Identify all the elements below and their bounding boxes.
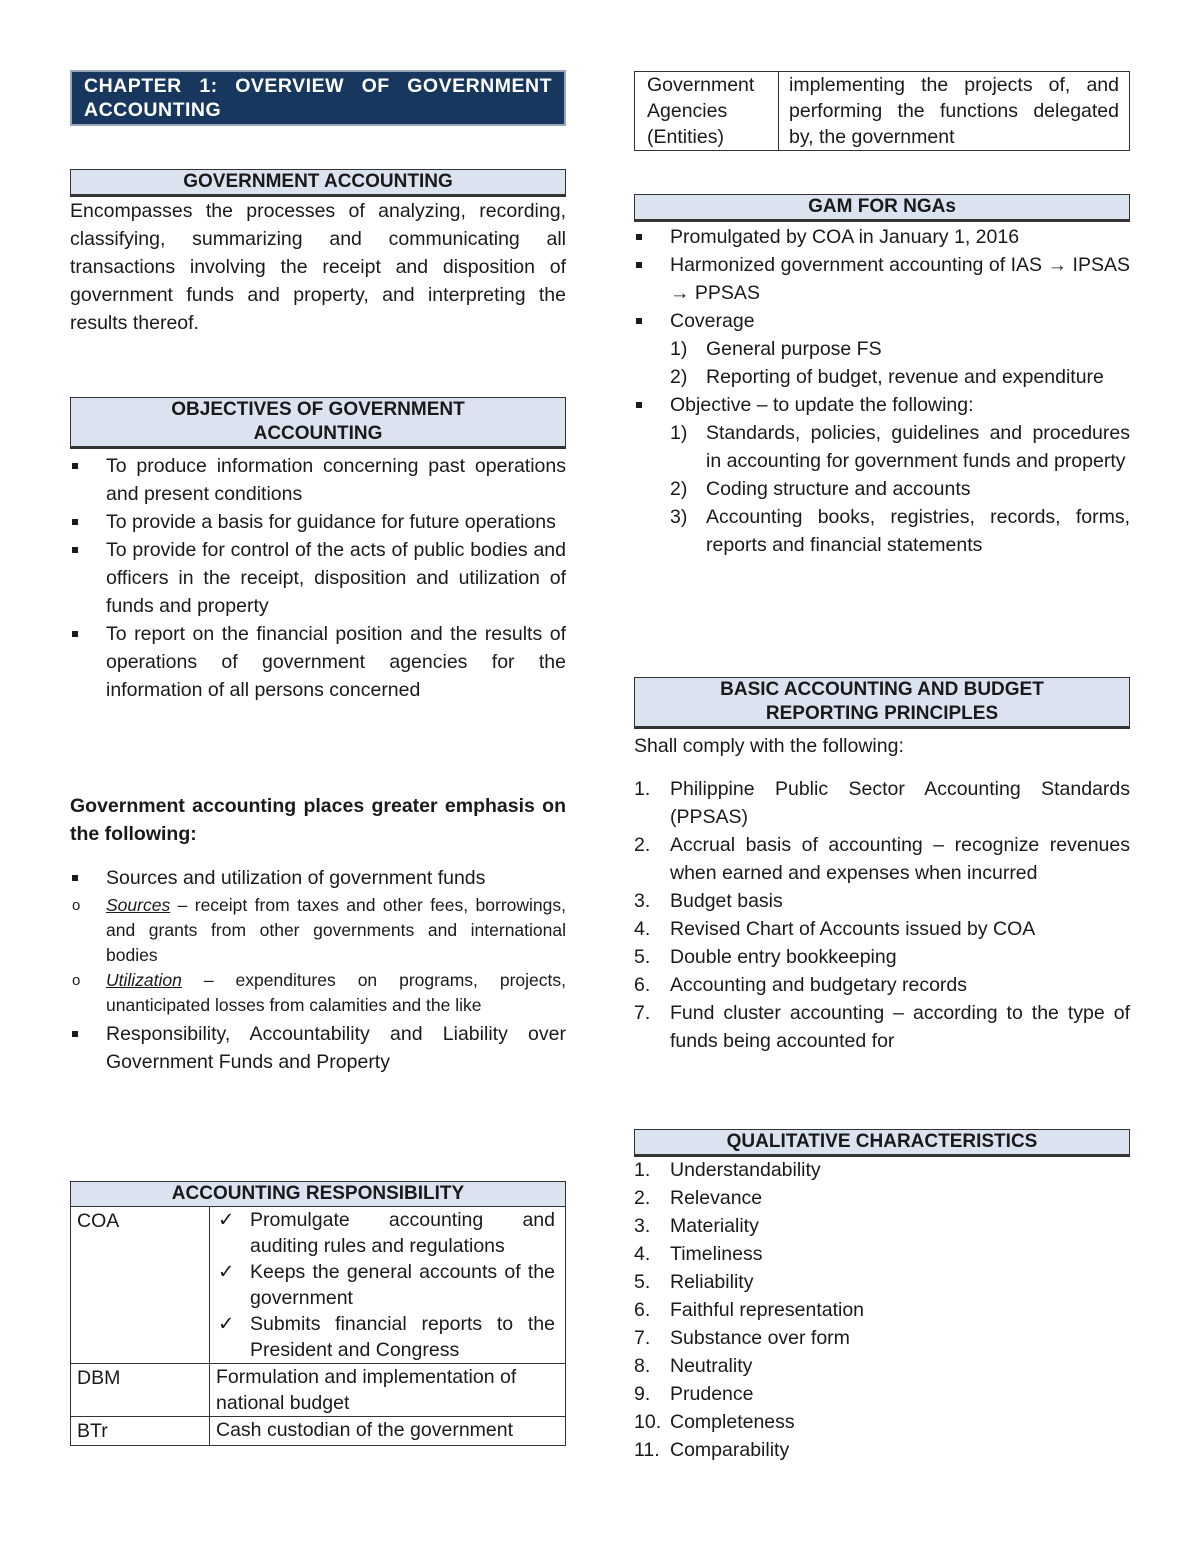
- list-item: Objective – to update the following: 1) Standards, policies, guidelines and procedures in accounting for government funds and property 2) Coding structure and accounts 3) Accounting books, registries, records, forms, reports and financial statements: [634, 391, 1130, 559]
- principles-list: [634, 775, 1130, 1055]
- objectives-heading-line1: OBJECTIVES OF GOVERNMENT: [171, 399, 465, 420]
- list-item: 5. Double entry bookkeeping: [634, 946, 897, 968]
- chapter-title: CHAPTER 1: OVERVIEW OF GOVERNMENT ACCOUNTING: [70, 70, 566, 126]
- list-item: 8. Neutrality: [634, 1355, 753, 1377]
- list-item: 11. Comparability: [634, 1439, 790, 1461]
- check-icon: ✓: [218, 1312, 235, 1335]
- agencies-text: implementing the projects of, and performing the functions delegated by, the government: [779, 72, 1130, 151]
- principles-heading: BASIC ACCOUNTING AND BUDGET REPORTING PRINCIPLES: [634, 677, 1130, 729]
- dbm-text: Formulation and implementation of national budget: [210, 1363, 566, 1416]
- list-item: Coverage 1) General purpose FS 2) Reporting of budget, revenue and expenditure: [634, 307, 1130, 391]
- gov-accounting-heading: GOVERNMENT ACCOUNTING: [70, 169, 566, 197]
- objectives-heading: [70, 397, 566, 449]
- objectives-list: [70, 452, 566, 704]
- list-item: To produce information concerning past operations and present conditions: [70, 452, 566, 508]
- btr-label: BTr: [71, 1416, 210, 1445]
- list-item: ✓ Submits financial reports to the President and Congress: [218, 1312, 555, 1361]
- sources-text: – receipt from taxes and other fees, borrowings, and grants from other governments and international bodies: [106, 895, 566, 965]
- list-item: 7. Substance over form: [634, 1327, 850, 1349]
- objectives-heading-line2: ACCOUNTING: [253, 423, 383, 444]
- table-row: [635, 72, 1130, 151]
- list-item: 2) Reporting of budget, revenue and expenditure: [670, 366, 1104, 388]
- check-icon: ✓: [218, 1260, 235, 1283]
- list-item: 6. Accounting and budgetary records: [634, 974, 968, 996]
- list-item: Promulgated by COA in January 1, 2016: [634, 223, 1130, 251]
- agencies-table: [634, 71, 1130, 151]
- gam-heading: GAM FOR NGAs: [634, 194, 1130, 222]
- table-row: [71, 1206, 566, 1363]
- principles-intro: Shall comply with the following:: [634, 735, 904, 757]
- list-item: 2. Relevance: [634, 1187, 763, 1209]
- list-item: [70, 864, 566, 1018]
- table-row: [71, 1363, 566, 1416]
- list-item: ✓ Keeps the general accounts of the government: [218, 1260, 555, 1309]
- coa-label: COA: [71, 1206, 210, 1363]
- coverage-list: [670, 335, 1130, 391]
- qualitative-list: [634, 1156, 1130, 1464]
- list-item: 1. Philippine Public Sector Accounting Standards (PPSAS): [634, 778, 1130, 828]
- list-item: 4. Timeliness: [634, 1243, 763, 1265]
- sources-term: Sources: [106, 895, 171, 915]
- list-item: Responsibility, Accountability and Liability over Government Funds and Property: [70, 1020, 566, 1076]
- list-item: 5. Reliability: [634, 1271, 754, 1293]
- list-item: [70, 968, 566, 1018]
- agencies-label: Government Agencies (Entities): [635, 72, 779, 151]
- list-item: 1. Understandability: [634, 1159, 821, 1181]
- qualitative-heading: QUALITATIVE CHARACTERISTICS: [634, 1129, 1130, 1157]
- list-item: 9. Prudence: [634, 1383, 754, 1405]
- list-item: 6. Faithful representation: [634, 1299, 865, 1321]
- table-row: [71, 1416, 566, 1445]
- list-item: 1) Standards, policies, guidelines and procedures in accounting for government funds and property: [670, 422, 1130, 472]
- list-item: 3. Materiality: [634, 1215, 759, 1237]
- list-item: To provide for control of the acts of public bodies and officers in the receipt, disposition and utilization of funds and property: [70, 536, 566, 620]
- list-item: To report on the financial position and the results of operations of government agencies for the information of all persons concerned: [70, 620, 566, 704]
- list-item: Harmonized government accounting of IAS → IPSAS → PPSAS: [634, 251, 1130, 307]
- emphasis-sublist: [70, 893, 566, 1018]
- btr-text: Cash custodian of the government: [210, 1416, 566, 1445]
- list-item: To provide a basis for guidance for future operations: [70, 508, 566, 536]
- list-item: 10. Completeness: [634, 1411, 795, 1433]
- list-item: 4. Revised Chart of Accounts issued by COA: [634, 918, 1036, 940]
- list-item: 3. Budget basis: [634, 890, 783, 912]
- utilization-text: – expenditures on programs, projects, unanticipated losses from calamities and the like: [106, 970, 566, 1015]
- emphasis-list: [70, 864, 566, 1076]
- objective-list: [670, 419, 1130, 559]
- list-item: 7. Fund cluster accounting – according to the type of funds being accounted for: [634, 1002, 1130, 1052]
- list-item: 2) Coding structure and accounts: [670, 478, 971, 500]
- list-item: 3) Accounting books, registries, records, forms, reports and financial statements: [670, 506, 1130, 556]
- emphasis-heading: Government accounting places greater emphasis on the following:: [70, 795, 566, 845]
- dbm-label: DBM: [71, 1363, 210, 1416]
- utilization-term: Utilization: [106, 970, 182, 990]
- list-item: 1) General purpose FS: [670, 338, 882, 360]
- emphasis-item-1: Sources and utilization of government funds: [106, 867, 486, 889]
- check-icon: ✓: [218, 1208, 235, 1231]
- responsibility-heading: ACCOUNTING RESPONSIBILITY: [70, 1181, 566, 1207]
- gam-list: [634, 223, 1130, 559]
- gov-accounting-definition: Encompasses the processes of analyzing, recording, classifying, summarizing and communicating all transactions involving the receipt and disposition of government funds and property, and interpreting the results thereof.: [70, 200, 566, 334]
- responsibility-table: [70, 1181, 566, 1446]
- list-item: ✓ Promulgate accounting and auditing rules and regulations: [218, 1208, 555, 1257]
- list-item: [70, 893, 566, 968]
- list-item: 2. Accrual basis of accounting – recognize revenues when earned and expenses when incurred: [634, 834, 1130, 884]
- coa-duties: [216, 1207, 555, 1363]
